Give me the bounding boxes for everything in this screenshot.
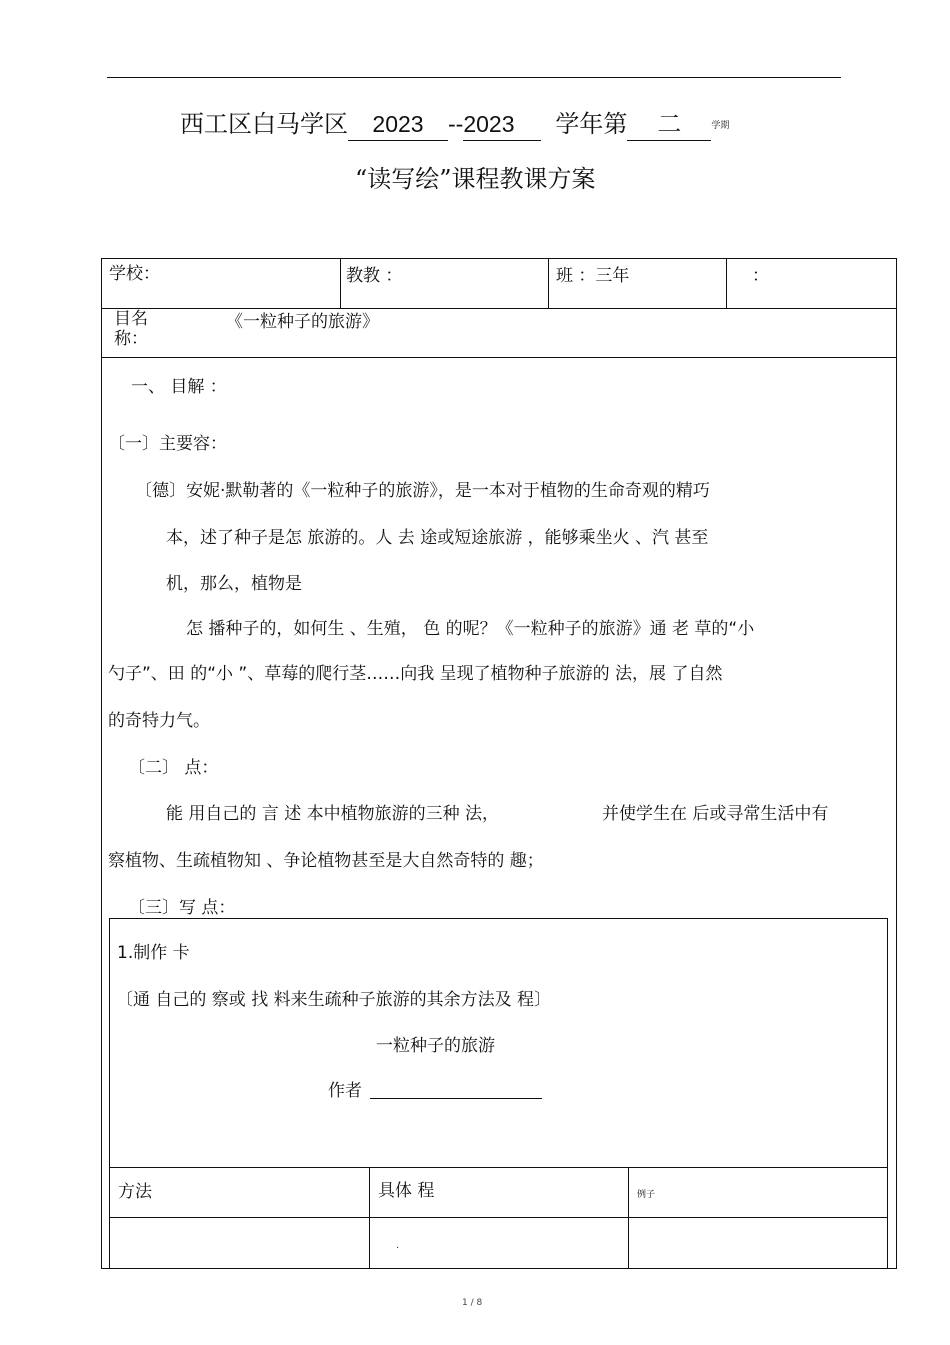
info-divider-2 bbox=[548, 258, 549, 308]
xuenian-label: 学年第 bbox=[555, 110, 628, 138]
col-example-header: 例子 bbox=[637, 1190, 656, 1200]
para3-line1b: 并使学生在 后或寻常生活中有 bbox=[602, 804, 829, 824]
info-row-bottom bbox=[101, 308, 897, 309]
info-divider-1 bbox=[340, 258, 341, 308]
term-value: 二 bbox=[657, 110, 682, 138]
instruction-text: 〔通 自己的 察或 找 料来生疏种子旅游的其余方法及 程〕 bbox=[116, 990, 552, 1010]
year-separator: -- bbox=[448, 111, 464, 137]
year-start: 2023 bbox=[372, 111, 424, 137]
page-number: 1 / 8 bbox=[462, 1298, 483, 1308]
section1-heading: 一、 目解 ： bbox=[131, 377, 227, 397]
class-label: 班 ：三年 bbox=[556, 266, 630, 286]
sub2-heading: 〔二〕 点： bbox=[128, 758, 219, 778]
para1-line3: 机，那么，植物是 bbox=[166, 574, 302, 594]
sub3-heading: 〔三〕写 点： bbox=[128, 898, 236, 918]
sub1-heading: 〔一〕主要容： bbox=[108, 434, 227, 454]
topic-title: 《一粒种子的旅游》 bbox=[226, 312, 379, 332]
grid-divider-2 bbox=[628, 1167, 629, 1268]
para2-line2: 勺子”、田 的“小 ”、草莓的爬行茎……向我 呈现了植物种子旅游的 法，展 了自然 bbox=[108, 664, 723, 684]
topic-label-line1: 目名 bbox=[114, 309, 148, 329]
table-bottom-border bbox=[101, 1268, 897, 1269]
teacher-label: 教教 ： bbox=[346, 266, 403, 286]
title-prefix: 西工区白马学区 bbox=[180, 110, 348, 138]
para2-line3: 的奇特力气。 bbox=[108, 711, 210, 731]
table-left-border bbox=[101, 258, 102, 1268]
inner-box-right bbox=[887, 918, 888, 1268]
para3-line1a: 能 用自己的 言 述 本中植物旅游的三种 法， bbox=[166, 804, 500, 824]
card-title: 一粒种子的旅游 bbox=[376, 1036, 495, 1056]
cell-dot: . bbox=[396, 1241, 399, 1251]
year-end: 2023 bbox=[463, 111, 515, 137]
inner-box-left bbox=[109, 918, 110, 1268]
table-right-border bbox=[896, 258, 897, 1268]
table-top-border bbox=[101, 258, 897, 259]
author-label: 作者 bbox=[328, 1081, 362, 1101]
grid-divider-1 bbox=[369, 1167, 370, 1268]
para1-line1: 〔德〕安妮·默勒著的《一粒种子的旅游》，是一本对于植物的生命奇观的精巧 bbox=[135, 481, 710, 501]
col-method-header: 方法 bbox=[118, 1182, 152, 1202]
para1-line2: 本，述了种子是怎 旅游的。人 去 途或短途旅游 ，能够乘坐火 、汽 甚至 bbox=[166, 528, 709, 548]
term-suffix: 学期 bbox=[711, 121, 730, 131]
para2-line1: 怎 播种子的，如何生 、生殖， 色 的呢？《一粒种子的旅游》通 老 草的“小 bbox=[186, 619, 755, 639]
extra-label: ： bbox=[752, 266, 769, 286]
topic-row-bottom bbox=[101, 357, 897, 358]
item1-heading: 1.制作 卡 bbox=[117, 943, 190, 963]
grid-top bbox=[109, 1167, 888, 1168]
page-title bbox=[180, 108, 729, 142]
page-subtitle: “读写绘”课程教课方案 bbox=[355, 165, 596, 193]
top-rule bbox=[107, 77, 841, 78]
grid-header-bottom bbox=[109, 1217, 888, 1218]
col-process-header: 具体 程 bbox=[378, 1181, 435, 1201]
para3-line2: 察植物、生疏植物知 、争论植物甚至是大自然奇特的 趣； bbox=[108, 851, 544, 871]
author-blank bbox=[370, 1086, 542, 1099]
info-divider-3 bbox=[726, 258, 727, 308]
inner-box-top bbox=[109, 918, 888, 919]
school-label: 学校： bbox=[109, 264, 160, 284]
topic-label-line2: 称： bbox=[114, 329, 148, 349]
